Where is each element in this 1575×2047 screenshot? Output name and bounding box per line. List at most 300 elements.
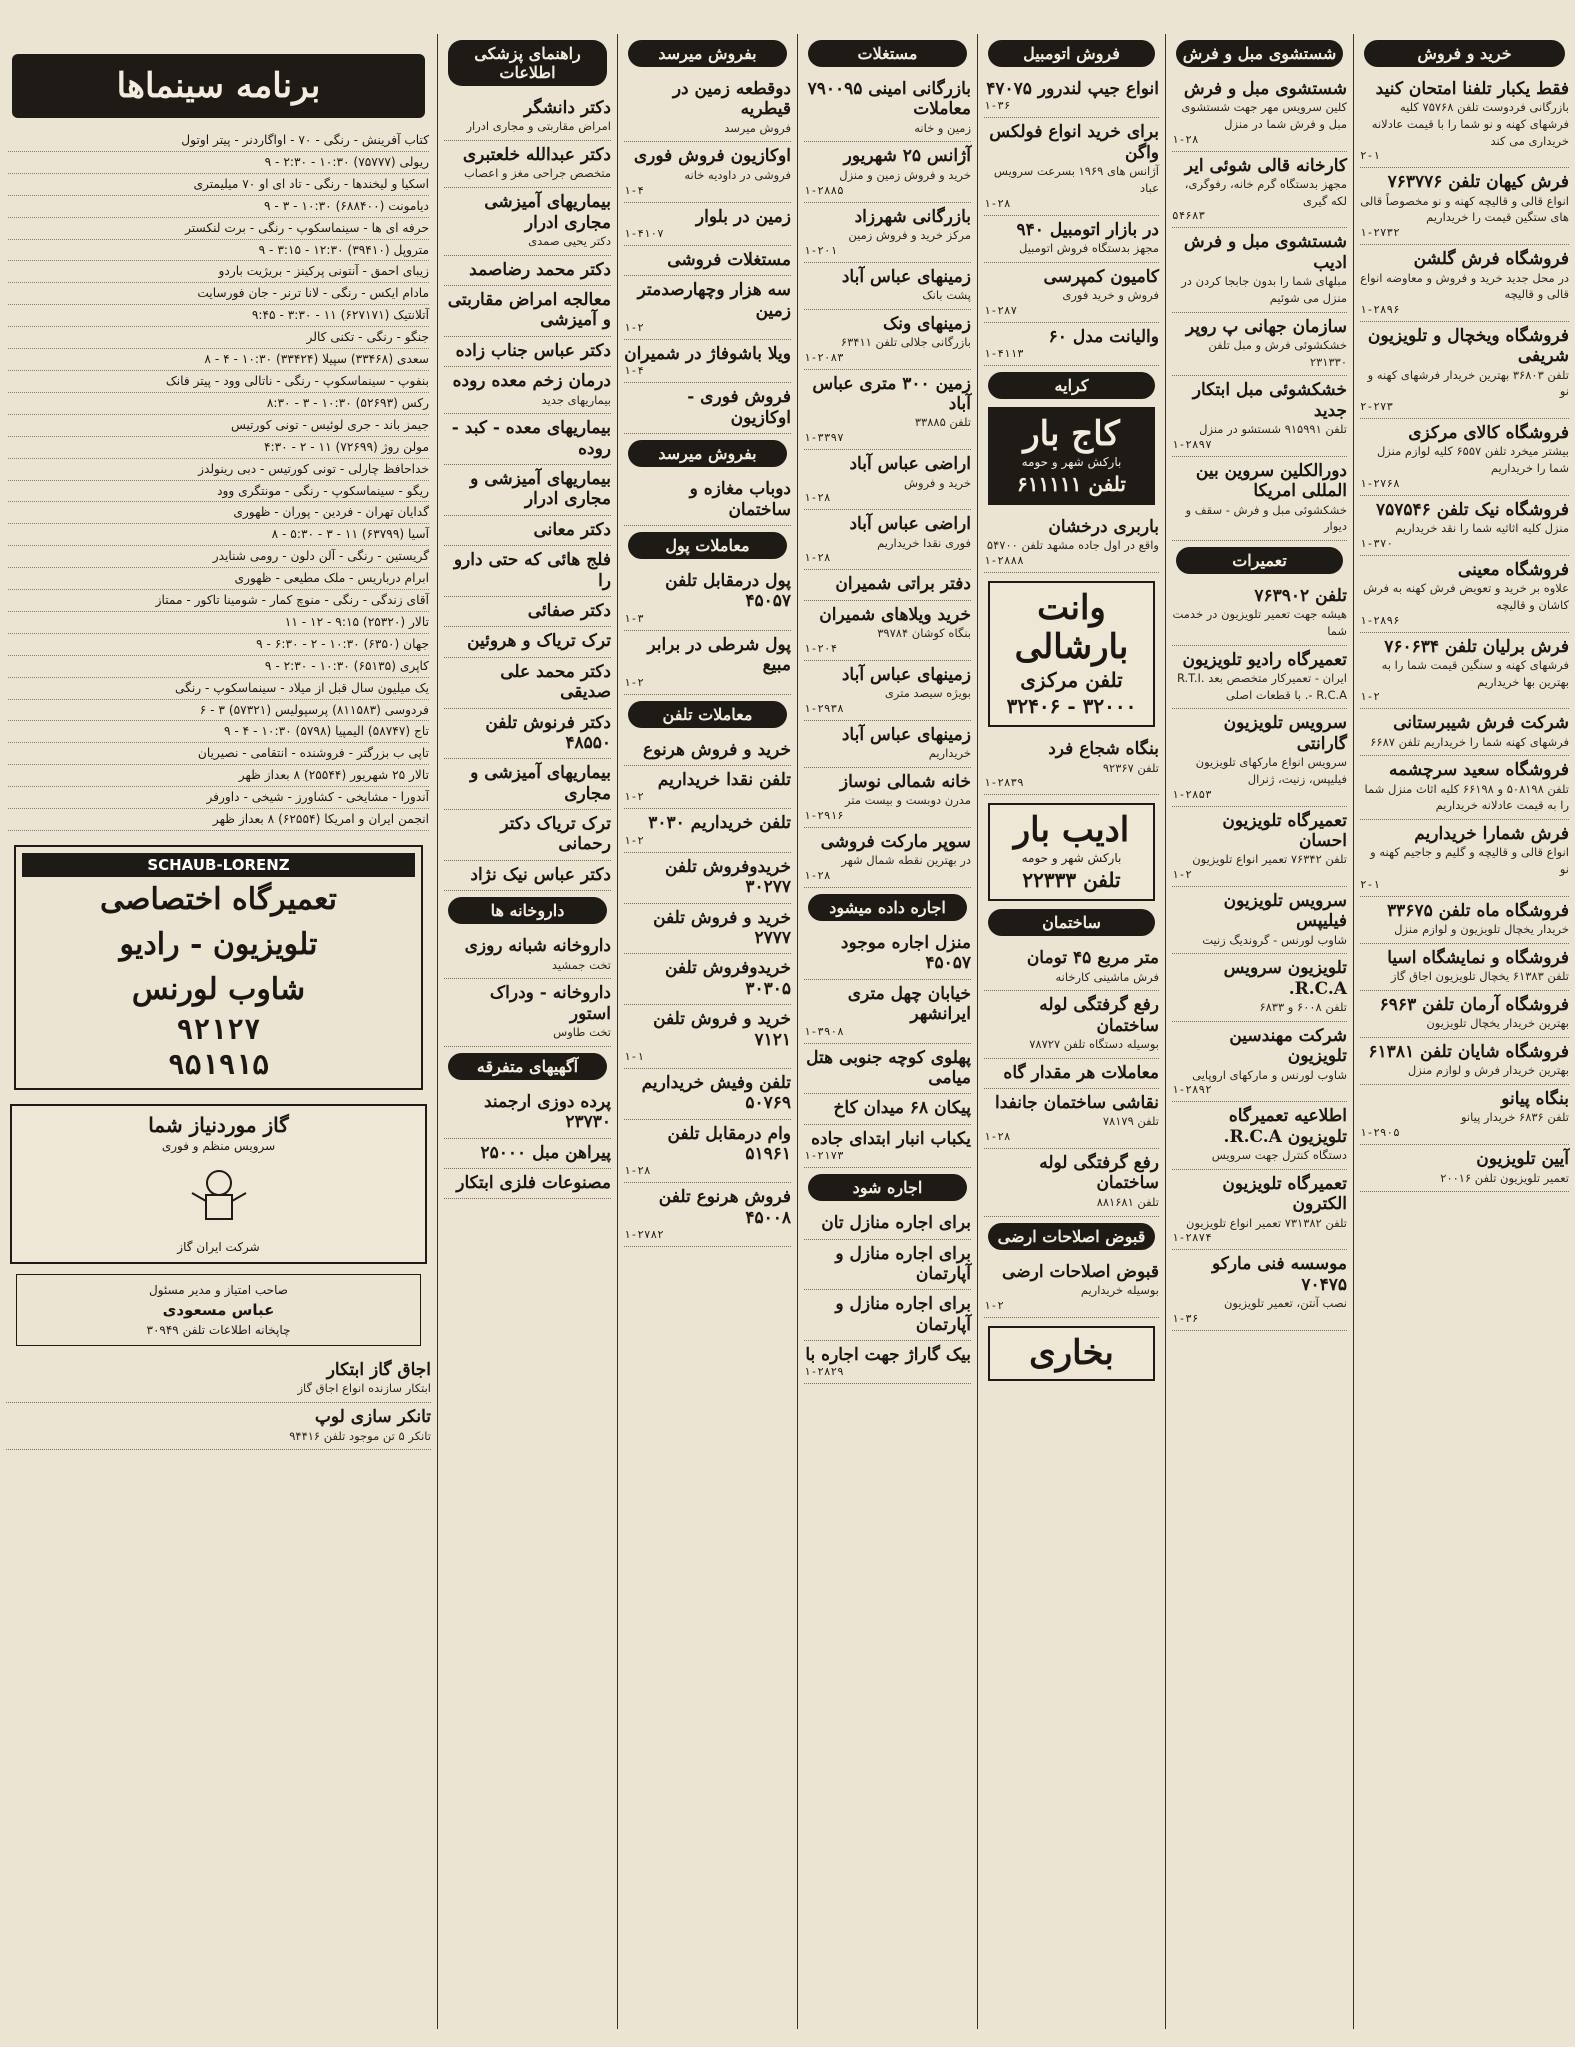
classified-ad	[804, 370, 971, 450]
ad-body: بازرگانی فردوست تلفن ۷۵۷۶۸ کلیه فرشهای کهنه و نو شما را با قیمت عادلانه خریداری می کند	[1371, 100, 1569, 148]
classified-ad	[984, 991, 1159, 1058]
ad-title: فروشگاه معینی	[1457, 559, 1569, 580]
classified-ad	[624, 340, 791, 383]
vanet-bar-sub: تلفن مرکزی ۳۲۰۰۰ - ۳۲۴۰۶	[1006, 668, 1137, 719]
ad-code: ۱-۳۹۰۸	[804, 1024, 844, 1038]
classified-ad	[624, 1120, 791, 1184]
classified-ad	[1172, 1250, 1347, 1330]
ad-title: معاملات هر مقدار گاه	[1003, 1062, 1159, 1083]
ad-title: تلفن ۷۶۳۹۰۲	[1254, 585, 1347, 606]
tanker-title: تانکر سازی لوپ	[314, 1407, 431, 1428]
stove-body: ابتکار سازنده انواع اجاق گاز	[297, 1381, 431, 1396]
classified-ad	[444, 367, 611, 414]
classified-ad	[804, 310, 971, 370]
cinema-line: ریگو - سینماسکوپ - رنگی - مونتگری وود	[8, 481, 429, 503]
ad-title: اراضی عباس آباد	[849, 454, 971, 475]
kaj-bar-sub: بارکش شهر و حومه	[1021, 455, 1122, 470]
classified-ad	[804, 142, 971, 202]
ad-body: کلین سرویس مهر جهت شستشوی مبل و فرش شما در منزل	[1181, 100, 1347, 132]
classified-ad	[444, 979, 611, 1046]
ad-code: ۱-۲۸۳۹	[984, 776, 1024, 790]
classified-ad	[624, 736, 791, 766]
classified-ad	[1172, 807, 1347, 887]
classified-ad	[624, 142, 791, 202]
ad-body: بنگاه کوشان ۳۹۷۸۴	[877, 626, 971, 641]
section-header-repairs: تعمیرات	[1176, 547, 1343, 574]
cinema-line: فردوسی (۸۱۱۵۸۳) پرسپولیس (۵۷۳۲۱) ۳ - ۶	[8, 700, 429, 722]
classified-ad	[804, 1341, 971, 1384]
ad-code: ۱-۲۷۳۲	[1360, 226, 1400, 240]
ad-body: مجهز بدستگاه فروش اتومبیل	[1019, 240, 1159, 255]
ad-title: خریدوفروش تلفن ۳۰۳۰۵	[664, 958, 791, 999]
ad-title: معالجه امراض مقاربتی و آمیزشی	[447, 289, 611, 331]
classified-ad	[444, 94, 611, 141]
ad-title: سازمان جهانی پ روپر	[1185, 316, 1347, 337]
classified-ad	[444, 627, 611, 657]
classified-ad	[1360, 322, 1569, 419]
ad-body: خرید و فروش	[904, 475, 971, 490]
classified-ad	[984, 735, 1159, 795]
ad-title: فرش برلیان تلفن ۷۶۰۶۳۴	[1384, 636, 1569, 657]
section-header-buy-sell: خرید و فروش	[1364, 40, 1565, 67]
classified-ad	[444, 658, 611, 709]
ad-code: ۱-۲۹۰۵	[1360, 1126, 1400, 1140]
ad-code: ۲-۲۷۳	[1360, 400, 1394, 413]
ad-title: شرکت فرش شیبرستانی	[1393, 713, 1569, 734]
cinema-program-banner: برنامه سینماها	[12, 54, 425, 118]
ad-body: تخت جمشید	[551, 957, 611, 972]
column-cinema	[0, 34, 437, 2029]
ad-title: فروش فوری - اوکازیون	[687, 387, 791, 428]
ad-title: خشکشوئی مبل ابتکار جدید	[1192, 380, 1347, 421]
ad-title: بیماریهای آمیزشی و مجاری ادرار	[470, 468, 611, 510]
ad-code: ۱-۲۸۵۳	[1172, 787, 1212, 801]
ad-title: بیماریهای آمیزشی مجاری ادرار	[484, 192, 611, 233]
classified-ad	[1172, 376, 1347, 456]
ad-body: تلفن ۹۱۵۹۹۱ شستشو در منزل	[1199, 422, 1347, 437]
classified-ad	[624, 1069, 791, 1120]
ad-code: ۱-۲۸۹۶	[1360, 613, 1400, 627]
classified-ad	[444, 546, 611, 597]
ad-title: دکتر صفائی	[527, 600, 611, 621]
ad-title: فرش شمارا خریداریم	[1414, 824, 1569, 845]
ad-title: فقط یکبار تلفنا امتحان کنید	[1375, 79, 1569, 99]
adib-bar-ad	[988, 803, 1155, 901]
section-header-for-sale: بفروش میرسد	[628, 40, 787, 67]
ad-code: ۱-۲۸۸۸	[984, 553, 1024, 567]
classified-ad	[444, 759, 611, 810]
ad-body: مبلهای شما را بدون جابجا کردن در منزل می شوئیم	[1181, 274, 1347, 305]
gas-mascot-icon	[18, 1165, 419, 1229]
cinema-line: جیمز باند - جری لوئیس - تونی کورتیس	[8, 415, 429, 437]
ad-body: در محل جدید خرید و فروش و معاوضه انواع قالی و قالیچه	[1360, 270, 1569, 302]
ad-title: برای اجاره منازل و آپارتمان	[835, 1243, 971, 1284]
ad-title: برای اجاره منازل تان	[821, 1213, 971, 1234]
ad-body: بهترین خریدار فرش و لوازم منزل	[1407, 1063, 1569, 1078]
ad-code: ۱-۲۹۱۶	[804, 808, 844, 822]
stove-ad	[6, 1356, 431, 1403]
cinema-line: گدایان تهران - فردین - پوران - ظهوری	[8, 502, 429, 524]
classified-ad	[804, 929, 971, 980]
ad-code: ۵۴۶۸۳	[1172, 209, 1206, 223]
column-medical	[437, 34, 617, 2029]
classified-ad	[444, 337, 611, 367]
ad-code: ۱-۲۸۷۴	[1172, 1231, 1212, 1245]
cinema-line: تالار (۲۵۳۲۰) ۹:۱۵ - ۱۲ - ۱۱	[8, 612, 429, 634]
ad-title: پیکان ۶۸ میدان کاخ	[833, 1098, 971, 1119]
ad-body: امراض مقاربتی و مجاری ادرار	[466, 119, 611, 134]
classified-ad	[804, 980, 971, 1044]
bokhari-ad	[988, 1326, 1155, 1381]
cinema-line: دیامونت (۶۸۸۴۰۰) ۱۰:۳۰ - ۳ - ۹	[8, 196, 429, 218]
cinema-line: جهان (۶۳۵۰) ۱۰:۳۰ - ۲ - ۶:۳۰ - ۹	[8, 634, 429, 656]
classified-ad	[984, 263, 1159, 323]
classified-ad	[1360, 556, 1569, 633]
cinema-line: آندورا - مشایخی - کشاورز - شیخی - داورفر	[8, 787, 429, 809]
classified-ad	[804, 263, 971, 310]
ad-code: ۱-۲۰۱	[804, 243, 838, 257]
ad-body: مدرن دوبست و بیست متر	[845, 793, 971, 808]
ad-title: فروشگاه نیک تلفن ۷۵۷۵۴۶	[1376, 499, 1569, 520]
ad-body: تلفن ۷۳۱۳۸۲ تعمیر انواع تلویزیون	[1186, 1215, 1347, 1230]
classified-ad	[444, 932, 611, 979]
publisher-box	[16, 1274, 421, 1347]
classified-ad	[984, 1149, 1159, 1216]
classified-ad	[444, 1139, 611, 1169]
kaj-bar-ad	[988, 407, 1155, 505]
ad-title: پهلوی کوچه جنوبی هتل میامی	[806, 1047, 971, 1088]
column-buy-sell	[1353, 34, 1575, 2029]
section-header-for-lease: اجاره داده میشود	[808, 894, 967, 921]
section-header-misc: آگهیهای متفرقه	[448, 1053, 607, 1080]
adib-bar-phone: تلفن ۲۲۳۳۳	[1022, 868, 1121, 893]
cinema-line: رکس (۵۲۶۹۳) ۱۰:۳۰ - ۳ - ۸:۳۰	[8, 393, 429, 415]
classified-ad	[624, 1005, 791, 1069]
ad-body: ایران - تعمیرکار متخصص بعد R.T.I. - R.C.A. با قطعات اصلی	[1176, 671, 1347, 702]
ad-title: آیین تلویزیون	[1476, 1149, 1569, 1170]
ad-title: مستغلات فروشی	[667, 249, 791, 270]
ad-title: خرید و فروش تلفن ۷۱۲۱	[653, 1009, 791, 1050]
ad-title: ترک تریاک و هروئین	[467, 631, 611, 652]
cinema-line: زیبای احمق - آنتونی پرکینز - بریژیت باردو	[8, 261, 429, 283]
schaub-line1: تعمیرگاه اختصاصی	[100, 882, 337, 917]
ad-body: فروش میرسد	[724, 120, 791, 135]
ad-code: ۱-۲۸۹۷	[1172, 437, 1212, 451]
classified-ad	[444, 861, 611, 891]
ad-body: علاوه بر خرید و تعویض فرش کهنه به فرش کاشان و قالیچه	[1363, 581, 1569, 612]
classified-ad	[984, 216, 1159, 263]
bokhari-title: بخاری	[1029, 1332, 1114, 1373]
ad-title: پیراهن مبل ۲۵۰۰۰	[480, 1142, 611, 1163]
classified-ad	[1360, 245, 1569, 322]
classified-ad	[624, 1183, 791, 1247]
ad-code: ۱-۲۸	[804, 868, 831, 882]
ad-code: ۱-۲	[624, 790, 644, 804]
classified-ad	[984, 1089, 1159, 1149]
stove-title: اجاق گاز ابتکار	[326, 1360, 431, 1381]
ad-title: باربری درخشان	[1048, 516, 1159, 537]
ad-body: بویژه سیصد متری	[884, 686, 971, 701]
ad-title: خرید و فروش هرنوع	[643, 739, 791, 760]
classified-ad	[444, 188, 611, 255]
classified-ad	[444, 810, 611, 861]
cinema-line: خداحافظ چارلی - تونی کورتیس - دبی رینولدز	[8, 459, 429, 481]
ad-code: ۱-۴	[624, 364, 644, 378]
classified-ad	[444, 414, 611, 465]
ad-body: فروشی در داودیه خانه	[684, 167, 791, 182]
ad-code: ۱-۲۸۲۹	[804, 1365, 844, 1379]
ad-code: ۱-۲	[1172, 867, 1192, 881]
classified-ad	[1172, 457, 1347, 541]
ad-title: تلفن خریداریم ۳۰۳۰	[648, 813, 791, 834]
ad-title: فروش هرنوع تلفن ۴۵۰۰۸	[658, 1187, 791, 1228]
ad-title: در بازار اتومبیل ۹۴۰	[1016, 219, 1159, 240]
ad-title: برای خرید انواع فولکس واگن	[989, 122, 1159, 163]
ad-body: انواع قالی و قالیچه کهنه و نو مخصوصاً قالی های ستگین قیمت را خریداریم	[1360, 193, 1569, 225]
ad-body: تلفن ۳۳۸۸۵	[914, 415, 971, 430]
ad-code: ۱-۲۸	[984, 196, 1011, 210]
classified-ad	[624, 276, 791, 340]
section-header-land-reform: قبوض اصلاحات ارضی	[988, 1223, 1155, 1250]
ad-title: زمینهای عباس آباد	[841, 724, 971, 745]
ad-body: دکتر یحیی صمدی	[528, 233, 611, 248]
section-header-construction: ساختمان	[988, 909, 1155, 936]
classified-ad	[804, 601, 971, 661]
ad-title: بیماریهای معده - کبد - روده	[451, 418, 611, 459]
ad-title: زمین در بلوار	[695, 206, 791, 227]
ad-code: ۱-۲	[624, 321, 644, 335]
ad-title: خانه شمالی نوساز	[839, 771, 971, 792]
ad-title: قبوض اصلاحات ارضی	[1002, 1261, 1159, 1282]
ad-body: تلفن ۷۸۱۷۹	[1102, 1114, 1159, 1129]
classified-ad	[444, 1169, 611, 1199]
ad-body: دستگاه کنترل جهت سرویس	[1211, 1148, 1347, 1163]
section-header-cleaning: شستشوی مبل و فرش	[1176, 40, 1343, 67]
ad-code: ۱-۳	[624, 611, 644, 625]
cinema-line: آسیا (۶۳۷۹۹) ۱۱ - ۳ - ۵:۳۰ - ۸	[8, 524, 429, 546]
ad-body: خشکشوئی فرش و مبل تلفن ۲۳۱۳۳۰	[1208, 337, 1347, 369]
ad-code: ۱-۱	[624, 1049, 644, 1063]
classified-ad	[1172, 1102, 1347, 1169]
classified-ad	[804, 1094, 971, 1124]
ad-title: بازرگانی امینی ۷۹۰۰۹۵ معاملات	[807, 79, 971, 120]
classified-ad	[1360, 756, 1569, 820]
classified-ad	[1360, 633, 1569, 710]
ad-title: داروخانه شبانه روزی	[464, 936, 611, 957]
classified-ad	[804, 510, 971, 570]
ad-title: برای اجاره منازل و آپارتمان	[835, 1294, 971, 1335]
ad-code: ۱-۴	[624, 183, 644, 197]
ad-code: ۱-۲۸	[624, 1164, 651, 1178]
ad-code: ۱-۲۸	[984, 1130, 1011, 1144]
ad-body: هیشه جهت تعمیر تلویزیون در خدمت شما	[1172, 607, 1347, 638]
cinema-line: ریولی (۷۵۷۷۷) ۱۰:۳۰ - ۲:۳۰ - ۹	[8, 152, 429, 174]
ad-code: ۱-۲۸۹۶	[1360, 302, 1400, 316]
kaj-bar-title: کاج بار	[1023, 414, 1120, 455]
ad-title: دکتر معانی	[533, 519, 611, 540]
ad-title: والیانت مدل ۶۰	[1048, 326, 1159, 347]
ad-title: خرید و فروش تلفن ۲۷۷۷	[653, 907, 791, 948]
ad-code: ۱-۲۸۹۲	[1172, 1083, 1212, 1097]
classified-ad	[1172, 887, 1347, 954]
classified-ad	[624, 246, 791, 276]
ad-title: تعمیرگاه تلویزیون الکترون	[1222, 1173, 1347, 1215]
ad-title: اراضی عباس آباد	[849, 514, 971, 535]
classified-ad	[804, 828, 971, 888]
ad-body: تلفن ۵۰۸۱۹۸ و ۶۶۱۹۸ کلیه اثاث منزل شما را به قیمت عادلانه خریداریم	[1364, 781, 1569, 813]
classified-ad	[804, 1044, 971, 1095]
ad-title: دوباب مغازه و ساختمان	[689, 479, 791, 520]
ad-title: خرید ویلاهای شمیران	[819, 604, 971, 625]
ad-title: خریدوفروش تلفن ۳۰۲۷۷	[664, 856, 791, 898]
classified-ad	[1172, 152, 1347, 229]
classified-ad	[1172, 646, 1347, 710]
ad-title: تعمیرگاه تلویزیون احسان	[1222, 810, 1347, 851]
classified-ad	[1172, 1170, 1347, 1250]
cinema-line: حرفه ای ها - سینماسکوپ - رنگی - برت لنکستر	[8, 218, 429, 240]
ad-code: ۱-۲۸۷	[984, 303, 1018, 317]
classified-ad	[624, 203, 791, 246]
classified-ad	[624, 75, 791, 142]
ad-title: منزل اجاره موجود ۴۵۰۵۷	[840, 932, 971, 974]
ad-title: پول درمقابل تلفن ۴۵۰۵۷	[665, 571, 791, 612]
ad-body: تلفن ۶۸۳۶ خریدار پیانو	[1460, 1110, 1569, 1125]
ad-title: آژانس ۲۵ شهریور	[843, 146, 971, 167]
classified-ad	[1360, 1085, 1569, 1145]
ad-body: سرویس انواع مارکهای تلویزیون فیلیپس، زنیت، ژنرال	[1195, 755, 1347, 786]
ad-title: زمینهای ونک	[883, 313, 971, 334]
ad-code: ۱-۲۰۸۳	[804, 350, 844, 364]
ad-body: خریدار یخچال تلویزیون و لوازم منزل	[1394, 922, 1569, 937]
ad-body: فوری نقدا خریداریم	[877, 535, 971, 550]
vanet-bar-title: وانت بارشالی	[1014, 587, 1129, 668]
ad-body: تلفن ۳۶۸۰۳ بهترین خریدار فرشهای کهنه و نو	[1367, 367, 1569, 399]
classified-ad	[1172, 1022, 1347, 1102]
column-real-estate	[797, 34, 977, 2029]
cinema-line: تاپی ب بزرگتر - فروشنده - انتقامی - نصیریان	[8, 743, 429, 765]
ad-title: فلج هائی که حتی دارو را	[453, 550, 611, 591]
ad-title: تلفن نقدا خریداریم	[657, 769, 791, 790]
classified-ad	[444, 256, 611, 286]
ad-code: ۱-۳۶	[984, 99, 1011, 113]
ad-title: شستشوی مبل و فرش ادیب	[1183, 232, 1347, 273]
classified-ad	[1172, 75, 1347, 152]
cinema-line: مادام ایکس - رنگی - لانا ترنر - جان فورسایت	[8, 283, 429, 305]
ad-code: ۲-۱	[1360, 877, 1380, 891]
ad-title: دکتر فرنوش تلفن ۴۸۵۵۰	[485, 712, 611, 753]
classified-ad	[444, 709, 611, 760]
gas-ad	[10, 1104, 427, 1264]
classified-ad	[624, 853, 791, 904]
ad-code: ۱-۲۱۷۳	[804, 1149, 844, 1163]
schaub-line2: تلویزیون - رادیو	[119, 927, 318, 962]
ad-body: واقع در اول جاده مشهد تلفن ۵۴۷۰۰	[986, 538, 1159, 553]
cinema-line: ابرام درباریس - ملک مطیعی - ظهوری	[8, 568, 429, 590]
ad-body: مجهز بدستگاه گرم خانه، رفوگری، لکه گیری	[1184, 177, 1347, 208]
classified-ad	[984, 1059, 1159, 1089]
publisher-line2: چاپخانه اطلاعات تلفن ۳۰۹۴۹	[146, 1323, 291, 1338]
cinema-line: بنفوپ - سینماسکوپ - رنگی - ناتالی وود - پیتر فانک	[8, 371, 429, 393]
cinema-line: کاپری (۶۵۱۳۵) ۱۰:۳۰ - ۲:۳۰ - ۹	[8, 656, 429, 678]
ad-title: درمان زخم معده روده	[452, 371, 611, 392]
ad-body: تلفن ۶۱۳۸۳ یخچال تلویزیون اجاق گاز	[1390, 969, 1569, 984]
ad-body: تلفن ۸۸۱۶۸۱	[1096, 1194, 1159, 1209]
ad-title: دکتر عبدالله خلعتبری	[462, 145, 611, 166]
classified-ad	[444, 286, 611, 337]
ad-body: زمین و خانه	[914, 120, 971, 135]
ad-title: ترک تریاک دکتر رحمانی	[500, 814, 611, 855]
ad-body: تلفن ۷۶۳۴۲ تعمیر انواع تلویزیون	[1192, 852, 1347, 867]
cinema-line: اسکیا و لیخندها - رنگی - تاد ای او ۷۰ میلیمتری	[8, 174, 429, 196]
publisher-line1: صاحب امتیاز و مدیر مسئول	[149, 1282, 288, 1297]
classified-ad	[624, 475, 791, 526]
ad-title: سرویس تلویزیون فیلیپس	[1223, 890, 1347, 932]
classified-ad	[1360, 897, 1569, 944]
ad-body: شاوب لورنس و مارکهای اروپایی	[1192, 1067, 1347, 1082]
ad-title: سرویس تلویزیون گارانتی	[1223, 713, 1347, 754]
ad-title: اطلاعیه تعمیرگاه تلویزیون R.C.A.	[1223, 1106, 1347, 1147]
gas-title: گاز موردنیاز شما	[148, 1113, 289, 1137]
ad-code: ۲-۱	[1360, 149, 1380, 163]
section-header-real-estate: مستغلات	[808, 40, 967, 67]
ad-title: فروشگاه فرش گلشن	[1413, 249, 1569, 270]
ad-title: دکتر محمد رضاصمد	[469, 259, 611, 280]
ad-code: ۱-۳۷۰	[1360, 536, 1394, 550]
classified-ad	[624, 567, 791, 631]
ad-title: دوقطعه زمین در قیطریه	[672, 79, 791, 120]
ad-title: دکتر عباس جناب زاده	[455, 340, 611, 361]
classified-ad	[984, 513, 1159, 573]
classified-ad	[1172, 709, 1347, 806]
schaub-phone2: ۹۵۱۹۱۵	[167, 1048, 270, 1081]
ad-body: شاوب لورنس - گروندیگ زنیت	[1202, 932, 1347, 947]
ad-title: مصنوعات فلزی ابتکار	[456, 1172, 611, 1193]
column-furniture-cleaning	[1165, 34, 1353, 2029]
ad-title: دکتر عباس نیک نژاد	[470, 864, 611, 885]
classified-ad	[804, 203, 971, 263]
classified-ad	[1360, 820, 1569, 897]
ad-title: شستشوی مبل و فرش	[1183, 79, 1347, 99]
cinema-line: تالار ۲۵ شهریور (۲۵۵۴۴) ۸ بعداز ظهر	[8, 765, 429, 787]
classified-ad	[804, 75, 971, 142]
section-header-phone-deals: معاملات تلفن	[628, 701, 787, 728]
ad-title: رفع گرفتگی لوله ساختمان	[1039, 1153, 1159, 1194]
ad-body: خرید و فروش زمین و منزل	[839, 167, 971, 182]
ad-title: بیک گاراژ جهت اجاره با	[805, 1345, 971, 1366]
ad-body: تخت طاوس	[553, 1025, 611, 1040]
ad-title: دورالکلین سروین بین المللی امریکا	[1195, 460, 1347, 502]
ad-code: ۱-۲	[984, 1298, 1004, 1312]
classified-ad	[1360, 1145, 1569, 1192]
classified-ad	[804, 1209, 971, 1239]
cinema-line: مولن روژ (۷۲۶۹۹) ۱۱ - ۲ - ۴:۳۰	[8, 437, 429, 459]
classified-ad	[444, 465, 611, 516]
ad-code: ۱-۲۸	[1172, 132, 1199, 146]
tanker-ad	[6, 1403, 431, 1450]
cinema-line: جنگو - رنگی - تکنی کالر	[8, 327, 429, 349]
cinema-line: تاج (۵۸۷۴۷) الیمپیا (۵۷۹۸) ۱۰:۳۰ - ۴ - ۹	[8, 721, 429, 743]
adib-bar-title: ادیب بار	[1013, 810, 1130, 851]
classified-ad	[624, 904, 791, 955]
ad-body: تلفن ۶۰۰۸ و ۶۸۳۳	[1259, 1000, 1347, 1015]
ad-body: تعمیر تلویزیون تلفن ۲۰۰۱۶	[1440, 1170, 1569, 1185]
ad-title: موسسه فنی مارکو ۷۰۴۷۵	[1211, 1254, 1347, 1295]
ad-body: خریداریم	[928, 746, 971, 761]
classified-ad	[804, 768, 971, 828]
classified-ad	[804, 1125, 971, 1168]
classified-ad	[1360, 944, 1569, 991]
ad-body: منزل کلیه اثاثیه شما را نقد خریداریم	[1395, 521, 1569, 536]
